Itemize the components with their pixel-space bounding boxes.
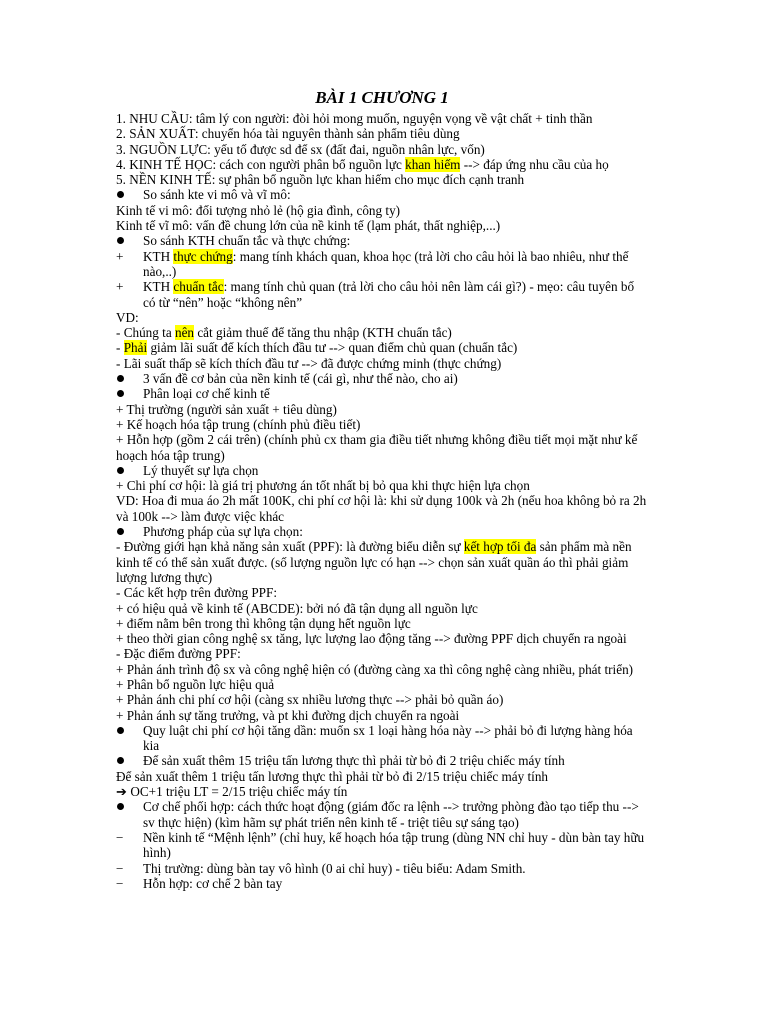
note-line xyxy=(116,172,648,187)
note-line xyxy=(116,861,648,876)
line-text: Lý thuyết sự lựa chọn xyxy=(143,462,259,478)
line-text: + điểm nằm bên trong thì không tận dụng hết nguồn lực xyxy=(116,615,411,631)
line-text: 4. KINH TẾ HỌC: cách con người phân bổ nguồn lực xyxy=(116,156,406,172)
line-text: + có hiệu quả về kinh tế (ABCDE): bởi nó đã tận dụng all nguồn lực xyxy=(116,600,478,616)
note-line xyxy=(116,402,648,417)
bullet-dot-icon xyxy=(116,371,143,386)
note-line xyxy=(116,157,648,172)
note-line xyxy=(116,753,648,768)
line-text: + theo thời gian công nghệ sx tăng, lực lượng lao động tăng --> đường PPF dịch chuyển ra ngoài xyxy=(116,631,627,647)
bullet-dot-icon xyxy=(117,803,124,810)
note-line xyxy=(116,692,648,707)
note-line xyxy=(116,279,648,310)
line-text: Phân loại cơ chế kinh tế xyxy=(143,386,270,402)
line-text: + Phản ánh sự tăng trưởng, và pt khi đường dịch chuyển ra ngoài xyxy=(116,707,460,723)
highlighted-text: kết hợp tối đa xyxy=(463,539,537,555)
note-line xyxy=(116,218,648,233)
note-line xyxy=(116,539,648,585)
note-line xyxy=(116,325,648,340)
note-line xyxy=(116,463,648,478)
note-line xyxy=(116,233,648,248)
line-text: --> đáp ứng nhu cầu của họ xyxy=(460,156,609,172)
line-text: cắt giảm thuế để tăng thu nhập (KTH chuẩn tắc) xyxy=(194,325,452,341)
note-line xyxy=(116,310,648,325)
line-text: Cơ chế phối hợp: cách thức hoạt động (giám đốc ra lệnh --> trưởng phòng đào tạo tiếp thu --> sv thực hiện) (kìm hãm sự phát triển nên kinh tế - triệt tiêu sự sáng tạo) xyxy=(143,799,639,830)
line-text: Phương pháp của sự lựa chọn: xyxy=(143,524,303,540)
note-line xyxy=(116,677,648,692)
bullet-dot-icon xyxy=(116,799,143,814)
line-text: + Hỗn hợp (gồm 2 cái trên) (chính phủ cx tham gia điều tiết nhưng không điều tiết mọi mặt như kế hoạch hóa tập trung) xyxy=(116,432,638,463)
line-text: Kinh tế vĩ mô: vấn đề chung lớn của nề kinh tế (lạm phát, thất nghiệp,...) xyxy=(116,218,501,234)
note-line xyxy=(116,340,648,355)
note-line xyxy=(116,784,648,799)
bullet-dot-icon xyxy=(117,237,124,244)
note-line xyxy=(116,417,648,432)
bullet-dot-icon xyxy=(117,727,124,734)
highlighted-text: Phải xyxy=(123,340,148,356)
bullet-dot-icon xyxy=(117,528,124,535)
note-line xyxy=(116,723,648,754)
line-text: + Phản ánh trình độ sx và công nghệ hiện có (đường càng xa thì công nghệ càng nhiều, phát triển) xyxy=(116,661,634,677)
line-text: KTH xyxy=(143,248,174,264)
bullet-dot-icon xyxy=(117,390,124,397)
line-text: 3. NGUỒN LỰC: yếu tố được sd để sx (đất đai, nguồn nhân lực, vốn) xyxy=(116,141,485,157)
highlighted-text: chuẩn tắc xyxy=(173,279,224,295)
bullet-dot-icon xyxy=(116,233,143,248)
bullet-dot-icon xyxy=(116,524,143,539)
note-line xyxy=(116,371,648,386)
highlighted-text: thực chứng xyxy=(173,248,233,264)
highlighted-text: khan hiếm xyxy=(405,156,461,172)
bullet-dot-icon xyxy=(116,386,143,401)
note-line xyxy=(116,478,648,493)
note-line xyxy=(116,524,648,539)
line-text: Kinh tế vi mô: đối tượng nhỏ lẻ (hộ gia đình, công ty) xyxy=(116,202,401,218)
bullet-dot-icon xyxy=(116,463,143,478)
line-text: - xyxy=(116,340,124,356)
line-text: - Đường giới hạn khả năng sản xuất (PPF): là đường biểu diễn sự xyxy=(116,539,464,555)
line-text: : mang tính chủ quan (trả lời cho câu hỏi nên làm cái gì?) - mẹo: câu tuyên bố có từ “nên” hoặc “không nên” xyxy=(143,279,635,310)
line-text: 1. NHU CẦU: tâm lý con người: đòi hỏi mong muốn, nguyện vọng về vật chất + tinh thần xyxy=(116,111,593,126)
bullet-dot-icon xyxy=(117,757,124,764)
dash-marker-icon: − xyxy=(116,860,124,876)
dash-marker-icon: − xyxy=(116,875,124,891)
note-line xyxy=(116,126,648,141)
page-title: BÀI 1 CHƯƠNG 1 xyxy=(315,88,449,107)
bullet-dot-icon xyxy=(116,187,143,202)
line-text: Để sản xuất thêm 1 triệu tấn lương thực thì phải từ bỏ đi 2/15 triệu chiếc máy tính xyxy=(116,768,549,784)
line-text: ➔ OC+1 triệu LT = 2/15 triệu chiếc máy tín xyxy=(116,784,348,800)
line-text: : mang tính khách quan, khoa học (trả lời cho câu hỏi là bao nhiêu, như thế nào,..) xyxy=(143,248,629,279)
note-line xyxy=(116,187,648,202)
line-text: - Các kết hợp trên đường PPF: xyxy=(116,585,278,601)
line-text: VD: Hoa đi mua áo 2h mất 100K, chi phí cơ hội là: khi sử dụng 100k và 2h (nếu hoa không bỏ ra 2h và 100k --> làm được việc khác xyxy=(116,493,647,524)
line-text: Quy luật chi phí cơ hội tăng dần: muốn sx 1 loại hàng hóa này --> phải bỏ đi lượng hàng hóa kia xyxy=(143,722,633,754)
bullet-dot-icon xyxy=(117,375,124,382)
line-text: giảm lãi suất để kích thích đầu tư --> quan điểm chủ quan (chuẩn tắc) xyxy=(147,340,518,356)
line-text: + Phản ánh chi phí cơ hội (càng sx nhiều lương thực --> phải bỏ quần áo) xyxy=(116,692,504,708)
line-text: 3 vấn đề cơ bản của nền kinh tế (cái gì, như thế nào, cho ai) xyxy=(143,371,458,387)
note-line xyxy=(116,203,648,218)
document-body xyxy=(116,88,648,891)
plus-marker-icon: + xyxy=(116,279,124,295)
line-text: So sánh KTH chuẩn tắc và thực chứng: xyxy=(143,233,351,249)
note-line xyxy=(116,386,648,401)
note-line xyxy=(116,708,648,723)
note-line xyxy=(116,601,648,616)
line-text: 5. NỀN KINH TẾ: sự phân bổ nguồn lực khan hiếm cho mục đích cạnh tranh xyxy=(116,172,525,188)
line-text: KTH xyxy=(143,279,174,295)
line-text: - Lãi suất thấp sẽ kích thích đầu tư --> đã được chứng minh (thực chứng) xyxy=(116,355,502,371)
note-line xyxy=(116,111,648,126)
line-text: Hỗn hợp: cơ chế 2 bàn tay xyxy=(143,875,283,891)
note-line xyxy=(116,493,648,524)
notes-list xyxy=(116,111,648,891)
note-line xyxy=(116,646,648,661)
bullet-dot-icon xyxy=(117,191,124,198)
note-line xyxy=(116,616,648,631)
note-line xyxy=(116,249,648,280)
line-text: So sánh kte vi mô và vĩ mô: xyxy=(143,187,291,203)
note-line xyxy=(116,769,648,784)
line-text: Nền kinh tế “Mệnh lệnh” (chỉ huy, kế hoạch hóa tập trung (dùng NN chỉ huy - dùn bàn tay hữu hình) xyxy=(143,829,645,861)
note-line xyxy=(116,585,648,600)
note-line xyxy=(116,432,648,463)
note-line xyxy=(116,662,648,677)
line-text: sản phẩm mà nền kinh tế có thể sản xuất được. (số lượng nguồn lực có hạn --> chọn sản xuất quần áo thì phải giảm lượng lương thực) xyxy=(116,539,632,585)
note-line xyxy=(116,830,648,861)
bullet-dot-icon xyxy=(117,467,124,474)
note-line xyxy=(116,876,648,891)
plus-marker-icon: + xyxy=(116,248,124,264)
line-text: + Phân bổ nguồn lực hiệu quả xyxy=(116,676,275,692)
line-text: 2. SẢN XUẤT: chuyển hóa tài nguyên thành sản phẩm tiêu dùng xyxy=(116,126,460,142)
bullet-dot-icon xyxy=(116,753,143,768)
line-text: Để sản xuất thêm 15 triệu tấn lương thực thì phải từ bỏ đi 2 triệu chiếc máy tính xyxy=(143,753,565,769)
dash-marker-icon: − xyxy=(116,829,124,845)
note-line xyxy=(116,356,648,371)
line-text: Thị trường: dùng bàn tay vô hình (0 ai chỉ huy) - tiêu biểu: Adam Smith. xyxy=(143,860,526,876)
note-line xyxy=(116,142,648,157)
bullet-dot-icon xyxy=(116,723,143,738)
highlighted-text: nên xyxy=(174,325,195,341)
note-line xyxy=(116,799,648,830)
line-text: - Chúng ta xyxy=(116,325,175,341)
line-text: - Đặc điểm đường PPF: xyxy=(116,646,241,662)
line-text: + Kế hoạch hóa tập trung (chính phủ điều tiết) xyxy=(116,416,361,432)
line-text: VD: xyxy=(116,309,139,325)
line-text: + Chi phí cơ hội: là giá trị phương án tốt nhất bị bỏ qua khi thực hiện lựa chọn xyxy=(116,478,530,494)
line-text: + Thị trường (người sản xuất + tiêu dùng) xyxy=(116,401,337,417)
note-line xyxy=(116,631,648,646)
